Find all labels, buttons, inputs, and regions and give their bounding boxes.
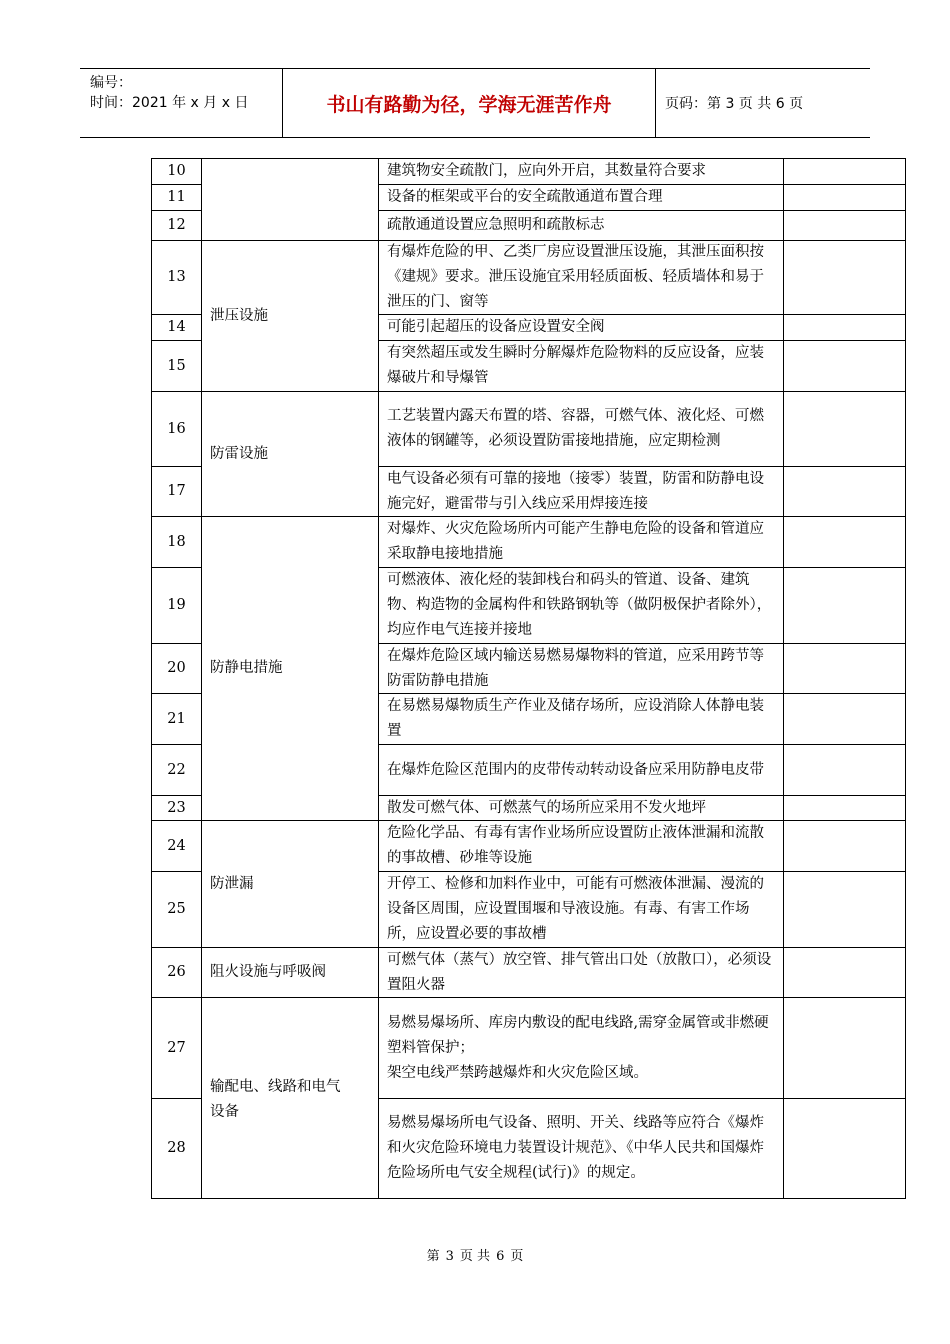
category-label: 防静电措施 <box>210 660 283 676</box>
row-number: 14 <box>152 315 202 341</box>
row-result-cell <box>784 872 906 948</box>
row-number: 15 <box>152 341 202 392</box>
row-number: 11 <box>152 185 202 211</box>
category-blank <box>202 159 379 241</box>
category-power <box>202 998 379 1199</box>
footer-total-pages: 6 <box>496 1249 505 1264</box>
row-result-cell <box>784 211 906 241</box>
category-label: 防泄漏 <box>210 875 254 892</box>
row-number: 28 <box>152 1099 202 1199</box>
row-result-cell <box>784 796 906 821</box>
row-number: 16 <box>152 392 202 467</box>
row-requirement-text: 建筑物安全疏散门，应向外开启，其数量符合要求 <box>379 159 784 185</box>
row-requirement-text: 设备的框架或平台的安全疏散通道布置合理 <box>379 185 784 211</box>
row-requirement-text: 易燃易爆场所电气设备、照明、开关、线路等应符合《爆炸和火灾危险环境电力装置设计规范》、《中华人民共和国爆炸危险场所电气安全规程(试行)》的规定。 <box>379 1099 784 1199</box>
row-result-cell <box>784 745 906 796</box>
row-number: 22 <box>152 745 202 796</box>
document-number-label: 编号： <box>90 75 132 91</box>
row-result-cell <box>784 159 906 185</box>
row-requirement-text: 疏散通道设置应急照明和疏散标志 <box>379 211 784 241</box>
row-number: 19 <box>152 568 202 644</box>
row-number: 13 <box>152 241 202 315</box>
row-requirement-text: 对爆炸、火灾危险场所内可能产生静电危险的设备和管道应采取静电接地措施 <box>379 517 784 568</box>
row-result-cell <box>784 341 906 392</box>
row-result-cell <box>784 694 906 745</box>
header-motto: 书山有路勤为径，学海无涯苦作舟 <box>282 69 656 137</box>
row-result-cell <box>784 1099 906 1199</box>
footer-prefix: 第 <box>426 1249 440 1264</box>
header-page-info: 页码：第 3 页 共 6 页 <box>665 96 804 112</box>
row-requirement-text: 电气设备必须有可靠的接地（接零）装置，防雷和防静电设施完好，避雷带与引入线应采用焊接连接 <box>379 467 784 517</box>
row-requirement-text: 在爆炸危险区范围内的皮带传动转动设备应采用防静电皮带 <box>379 745 784 796</box>
page-footer <box>0 1245 950 1264</box>
row-result-cell <box>784 998 906 1099</box>
row-result-cell <box>784 315 906 341</box>
category-static <box>202 517 379 821</box>
category-pressure-relief <box>202 241 379 392</box>
row-requirement-text: 工艺装置内露天布置的塔、容器，可燃气体、液化烃、可燃液体的钢罐等，必须设置防雷接地措施，应定期检测 <box>379 392 784 467</box>
row-result-cell <box>784 467 906 517</box>
row-number: 12 <box>152 211 202 241</box>
row-result-cell <box>784 241 906 315</box>
row-requirement-text: 散发可燃气体、可燃蒸气的场所应采用不发火地坪 <box>379 796 784 821</box>
row-result-cell <box>784 517 906 568</box>
row-requirement-text: 可燃气体（蒸气）放空管、排气管出口处（放散口），必须设置阻火器 <box>379 948 784 998</box>
header-meta <box>80 69 282 137</box>
row-requirement-text: 易燃易爆场所、库房内敷设的配电线路,需穿金属管或非燃硬塑料管保护； 架空电线严禁跨越爆炸和火灾危险区域。 <box>379 998 784 1099</box>
row-result-cell <box>784 568 906 644</box>
row-number: 10 <box>152 159 202 185</box>
category-power-line-1: 输配电、线路和电气 <box>210 1079 341 1095</box>
row-requirement-text: 危险化学品、有毒有害作业场所应设置防止液体泄漏和流散的事故槽、砂堆等设施 <box>379 821 784 872</box>
row-result-cell <box>784 948 906 998</box>
category-power-line-2: 设备 <box>210 1104 239 1120</box>
footer-suffix: 页 <box>510 1249 524 1264</box>
row-number: 18 <box>152 517 202 568</box>
row-result-cell <box>784 821 906 872</box>
row-requirement-text: 在易燃易爆物质生产作业及储存场所，应设消除人体静电装置 <box>379 694 784 745</box>
category-label: 防雷设施 <box>210 445 268 462</box>
row-number: 20 <box>152 644 202 694</box>
row-number: 17 <box>152 467 202 517</box>
row-number: 21 <box>152 694 202 745</box>
checklist-table <box>151 158 906 1199</box>
row-requirement-text: 有突然超压或发生瞬时分解爆炸危险物料的反应设备，应装爆破片和导爆管 <box>379 341 784 392</box>
row-requirement-text: 有爆炸危险的甲、乙类厂房应设置泄压设施，其泄压面积按《建规》要求。泄压设施宜采用轻质面板、轻质墙体和易于泄压的门、窗等 <box>379 241 784 315</box>
row-requirement-text: 在爆炸危险区域内输送易燃易爆物料的管道，应采用跨节等防雷防静电措施 <box>379 644 784 694</box>
row-requirement-text: 开停工、检修和加料作业中，可能有可燃液体泄漏、漫流的设备区周围，应设置围堰和导液设施。有毒、有害工作场所，应设置必要的事故槽 <box>379 872 784 948</box>
document-time-label: 时间：2021 年 x 月 x 日 <box>90 95 249 111</box>
category-label: 阻火设施与呼吸阀 <box>210 964 326 980</box>
row-result-cell <box>784 644 906 694</box>
row-number: 23 <box>152 796 202 821</box>
footer-page-number: 3 <box>445 1249 454 1264</box>
category-label: 泄压设施 <box>210 307 268 324</box>
page-header <box>80 68 870 138</box>
row-number: 27 <box>152 998 202 1099</box>
row-result-cell <box>784 392 906 467</box>
row-requirement-text: 可能引起超压的设备应设置安全阀 <box>379 315 784 341</box>
row-number: 25 <box>152 872 202 948</box>
row-result-cell <box>784 185 906 211</box>
category-flame-arrester <box>202 948 379 998</box>
category-leak <box>202 821 379 948</box>
row-requirement-text: 可燃液体、液化烃的装卸栈台和码头的管道、设备、建筑物、构造物的金属构件和铁路钢轨等（做阴极保护者除外），均应作电气连接并接地 <box>379 568 784 644</box>
category-lightning <box>202 392 379 517</box>
footer-mid: 页 共 <box>459 1249 491 1264</box>
row-number: 26 <box>152 948 202 998</box>
row-number: 24 <box>152 821 202 872</box>
